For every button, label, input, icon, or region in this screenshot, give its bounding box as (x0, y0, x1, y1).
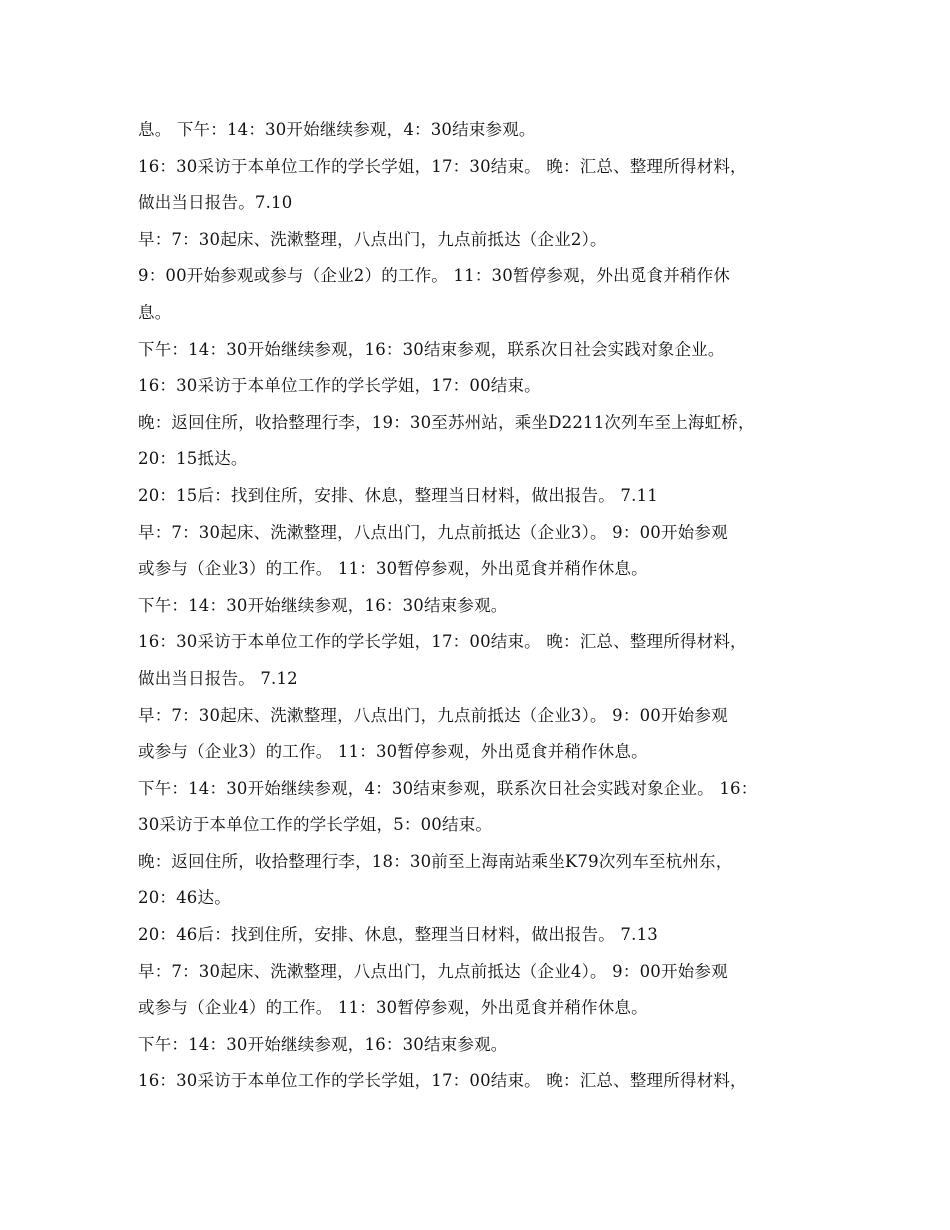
text-line: 做出当日报告。 7.12 (138, 668, 298, 688)
document-body (138, 112, 818, 1100)
text-line: 20：15抵达。 (138, 449, 248, 469)
text-line: 晚：返回住所，收拾整理行李，18：30前至上海南站乘坐K79次列车至杭州东， (138, 851, 733, 871)
text-line: 下午：14：30开始继续参观，16：30结束参观。 (138, 595, 508, 615)
text-line: 或参与（企业3）的工作。 11：30暂停参观，外出觅食并稍作休息。 (138, 742, 648, 762)
text-line: 20：15后：找到住所，安排、休息，整理当日材料，做出报告。 7.11 (138, 485, 658, 505)
text-line: 晚：返回住所，收拾整理行李，19：30至苏州站，乘坐D2211次列车至上海虹桥， (138, 412, 755, 432)
text-line: 早：7：30起床、洗漱整理，八点出门，九点前抵达（企业3）。 9：00开始参观 (138, 522, 728, 542)
text-line: 16：30采访于本单位工作的学长学姐，17：30结束。 晚：汇总、整理所得材料， (138, 156, 747, 176)
text-line: 16：30采访于本单位工作的学长学姐，17：00结束。 晚：汇总、整理所得材料， (138, 632, 747, 652)
text-line: 下午：14：30开始继续参观，4：30结束参观，联系次日社会实践对象企业。 16： (138, 778, 758, 798)
text-line: 30采访于本单位工作的学长学姐，5：00结束。 (138, 815, 493, 835)
text-line: 息。 下午：14：30开始继续参观，4：30结束参观。 (138, 120, 536, 139)
text-line: 16：30采访于本单位工作的学长学姐，17：00结束。 晚：汇总、整理所得材料， (138, 1071, 747, 1091)
text-line: 早：7：30起床、洗漱整理，八点出门，九点前抵达（企业4）。 9：00开始参观 (138, 961, 728, 981)
text-line: 下午：14：30开始继续参观，16：30结束参观，联系次日社会实践对象企业。 (138, 339, 725, 359)
text-line: 或参与（企业3）的工作。 11：30暂停参观，外出觅食并稍作休息。 (138, 559, 648, 579)
text-line: 20：46后：找到住所，安排、休息，整理当日材料，做出报告。 7.13 (138, 925, 658, 945)
text-line: 早：7：30起床、洗漱整理，八点出门，九点前抵达（企业2）。 (138, 229, 607, 249)
text-line: 下午：14：30开始继续参观，16：30结束参观。 (138, 1034, 508, 1054)
text-line: 做出当日报告。7.10 (138, 193, 293, 213)
text-line: 20：46达。 (138, 888, 231, 908)
text-line: 9：00开始参观或参与（企业2）的工作。 11：30暂停参观，外出觅食并稍作休 (138, 266, 731, 286)
text-line: 息。 (138, 302, 172, 322)
text-line: 16：30采访于本单位工作的学长学姐，17：00结束。 (138, 376, 541, 396)
text-line: 或参与（企业4）的工作。 11：30暂停参观，外出觅食并稍作休息。 (138, 998, 648, 1018)
text-line: 早：7：30起床、洗漱整理，八点出门，九点前抵达（企业3）。 9：00开始参观 (138, 705, 728, 725)
